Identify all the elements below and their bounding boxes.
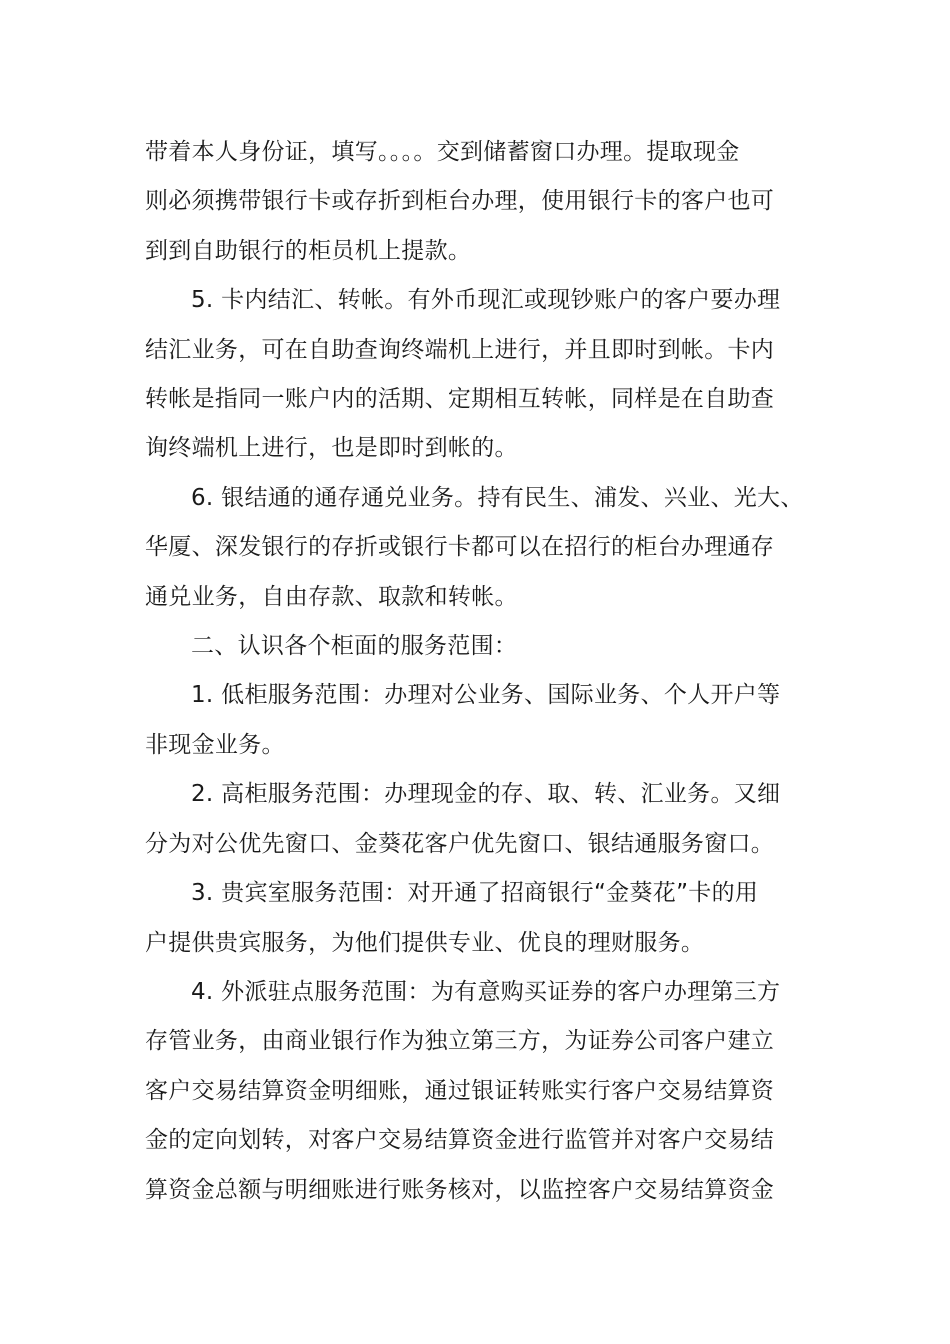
text-line: 转帐是指同一账户内的活期、定期相互转帐，同样是在自助查 (145, 386, 775, 413)
text-line: 户提供贵宾服务，为他们提供专业、优良的理财服务。 (145, 929, 705, 956)
text-line: 1. 低柜服务范围：办理对公业务、国际业务、个人开户等 (191, 682, 781, 709)
text-line: 二、认识各个柜面的服务范围： (191, 633, 518, 660)
text-line: 客户交易结算资金明细账，通过银证转账实行客户交易结算资 (145, 1077, 775, 1104)
text-line: 存管业务，由商业银行作为独立第三方，为证券公司客户建立 (145, 1028, 775, 1055)
text-line: 4. 外派驻点服务范围：为有意购买证券的客户办理第三方 (191, 978, 781, 1005)
paragraph-1 (145, 128, 825, 276)
text-line: 分为对公优先窗口、金葵花客户优先窗口、银结通服务窗口。 (145, 830, 775, 857)
text-line: 6. 银结通的通存通兑业务。持有民生、浦发、兴业、光大、 (191, 484, 804, 511)
text-line: 到到自助银行的柜员机上提款。 (145, 237, 472, 264)
paragraph-2 (145, 276, 825, 474)
paragraph-3 (145, 474, 825, 622)
text-line: 金的定向划转，对客户交易结算资金进行监管并对客户交易结 (145, 1127, 775, 1154)
document-body (145, 128, 825, 1215)
paragraph-8 (145, 968, 825, 1215)
text-line: 非现金业务。 (145, 731, 285, 758)
text-line: 算资金总额与明细账进行账务核对，以监控客户交易结算资金 (145, 1176, 775, 1203)
text-line: 结汇业务，可在自助查询终端机上进行，并且即时到帐。卡内 (145, 336, 775, 363)
text-line: 华厦、深发银行的存折或银行卡都可以在招行的柜台办理通存 (145, 534, 775, 561)
text-line: 通兑业务，自由存款、取款和转帐。 (145, 583, 518, 610)
text-line: 2. 高柜服务范围：办理现金的存、取、转、汇业务。又细 (191, 781, 781, 808)
text-line: 3. 贵宾室服务范围：对开通了招商银行“金葵花”卡的用 (191, 880, 759, 907)
text-line: 则必须携带银行卡或存折到柜台办理，使用银行卡的客户也可 (145, 188, 775, 215)
text-line: 5. 卡内结汇、转帐。有外币现汇或现钞账户的客户要办理 (191, 287, 781, 314)
paragraph-5 (145, 671, 825, 770)
paragraph-7 (145, 869, 825, 968)
section-heading (145, 622, 825, 671)
text-line: 带着本人身份证，填写。。。。交到储蓄窗口办理。提取现金 (145, 139, 740, 165)
paragraph-6 (145, 770, 825, 869)
text-line: 询终端机上进行，也是即时到帐的。 (145, 435, 518, 462)
